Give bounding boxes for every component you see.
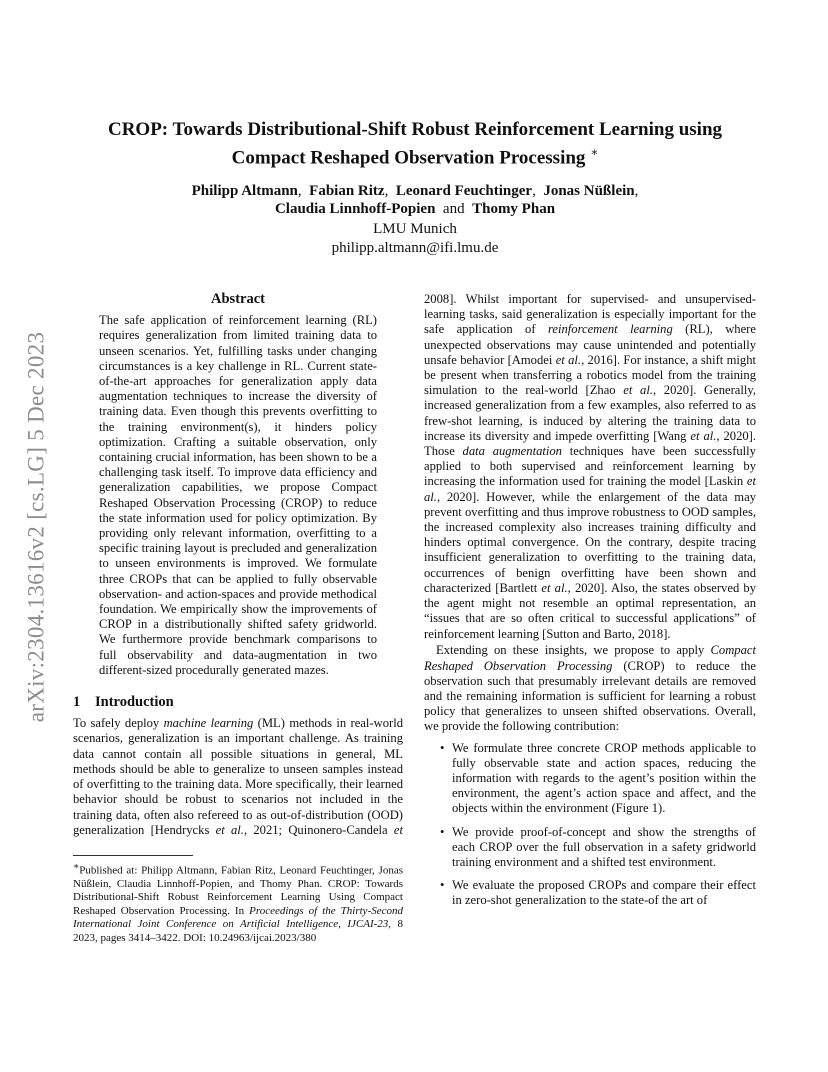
column-continuation bbox=[424, 292, 756, 641]
author-conjunction: and bbox=[442, 201, 465, 217]
right-column bbox=[424, 292, 756, 917]
arxiv-identifier bbox=[20, 292, 52, 762]
intro-paragraph-1: To safely deploy machine learning (ML) methods in real-world scenarios, generalization is an important challenge. As training data cannot contain all possible situations in general, ML methods should be able to generalize to unseen samples instead of overfitting to the training data. More specifically, their learned behavior should be robust to scenarios not included in the training data, often also refereed to as out-of-distribution (OOD) generalization [Hendrycks et al., 2021; Quinonero-Candela et bbox=[73, 716, 403, 837]
author-name: Leonard Feuchtinger bbox=[395, 183, 533, 199]
footnote-text: ∗Published at: Philipp Altmann, Fabian Ritz, Leonard Feuchtinger, Jonas Nüßlein, Claudia Linnhoff-Popien, and Thomy Phan. CROP: Towards Distributional-Shift Robust Reinforcement Learning Using Compact Reshaped Observation Processing. In Proceedings of the Thirty-Second International Joint Conference on Artificial Intelligence, IJCAI-23, 8 2023, pages 3414–3422. DOI: 10.24963/ijcai.2023/380 bbox=[73, 861, 403, 944]
footnote-rule bbox=[73, 855, 193, 856]
email: philipp.altmann@ifi.lmu.de bbox=[331, 240, 499, 256]
left-column bbox=[73, 292, 403, 845]
author-list: Philipp Altmann, Fabian Ritz, Leonard Feuchtinger, Jonas Nüßlein, Claudia Linnhoff-Popien and Thomy Phan bbox=[191, 183, 639, 217]
affiliation: LMU Munich bbox=[373, 221, 457, 237]
arxiv-identifier-text: arXiv:2304.13616v2 [cs.LG] 5 Dec 2023 bbox=[23, 331, 48, 723]
list-item: • We provide proof-of-concept and show the strengths of each CROP over the full observation in a safety gridworld training environment and a shifted test environment. bbox=[440, 824, 756, 870]
intro-paragraph-2: Extending on these insights, we propose to apply Compact Reshaped Observation Processing (CROP) to reduce the observation such that presumably irrelevant details are removed and the remaining information is sufficient for learning a robust policy that generalizes to unseen shifted observations. Overall, we provide the following contribution: bbox=[424, 643, 756, 734]
title-line-1: CROP: Towards Distributional-Shift Robust Reinforcement Learning using bbox=[107, 119, 723, 140]
bullet-icon: • bbox=[440, 740, 445, 755]
section-title: Introduction bbox=[95, 694, 174, 711]
affiliation-block bbox=[80, 220, 750, 258]
author-name: Jonas Nüßlein bbox=[543, 183, 635, 199]
list-item: • We formulate three concrete CROP methods applicable to fully observable state and action spaces, reducing the information with regards to the agent’s position within the environment, the agent’s action space and affect, and the objects within the environment (Figure 1). bbox=[440, 740, 756, 816]
list-item: • We evaluate the proposed CROPs and compare their effect in zero-shot generalization to the state-of the art of bbox=[440, 878, 756, 908]
title-footnote-marker: ∗ bbox=[590, 145, 599, 159]
paper-title bbox=[80, 118, 750, 169]
author-name: Fabian Ritz bbox=[309, 183, 385, 199]
author-name: Thomy Phan bbox=[472, 201, 556, 217]
author-name: Philipp Altmann bbox=[191, 183, 298, 199]
section-heading bbox=[73, 695, 403, 710]
title-line-2: Compact Reshaped Observation Processing bbox=[231, 147, 586, 169]
contribution-list bbox=[424, 741, 756, 909]
footnote bbox=[73, 855, 403, 945]
abstract-heading: Abstract bbox=[211, 292, 265, 307]
author-name: Claudia Linnhoff-Popien bbox=[274, 201, 436, 217]
abstract-text: The safe application of reinforcement learning (RL) requires generalization from limited training data to unseen scenarios. Yet, fulfilling tasks under changing circumstances is a key challenge in RL. Current state-of-the-art approaches for generalization apply data augmentation techniques to increase the diversity of training data. Even though this prevents overfitting to the training environment(s), it hinders policy optimization. Crafting a suitable observation, only containing crucial information, has been shown to be a challenging task itself. To improve data efficiency and generalization capabilities, we propose Compact Reshaped Observation Processing (CROP) to reduce the state information used for policy optimization. By providing only relevant information, overfitting to a specific training layout is precluded and generalization to unseen environments is improved. We formulate three CROPs that can be applied to fully observable observation- and action-spaces and provide methodical foundation. We empirically show the improvements of CROP in a distributionally shifted safety gridworld. We furthermore provide benchmark comparisons to full observability and data-augmentation in two different-sized procedurally generated mazes. bbox=[99, 313, 377, 677]
section-number: 1 bbox=[73, 694, 81, 711]
bullet-icon: • bbox=[440, 878, 445, 893]
bullet-icon: • bbox=[440, 824, 445, 839]
intro-paragraph-1-continued: 2008]. Whilst important for supervised- and unsupervised-learning tasks, said generalization is especially important for the safe application of reinforcement learning (RL), where unexpected observations may cause unintended and potentially unsafe behavior [Amodei et al., 2016]. For instance, a shift might be present when transferring a robotics model from the training simulation to the real-world [Zhao et al., 2020]. Generally, increased generalization from a few examples, also referred to as frew-shot learning, is induced by altering the training data to increase its diversity and impede overfitting [Wang et al., 2020]. Those data augmentation techniques have been successfully applied to both supervised and reinforcement learning by increasing the information used for training the model [Laskin et al., 2020]. However, while the enlargement of the data may prevent overfitting and thus improve robustness to OOD samples, the increased complexity also increases training difficulty and hinders optimal convergence. On the contrary, despite tracing insufficient generalization to overfitting to the training data, occurrences of benign overfitting have been shown and characterized [Bartlett et al., 2020]. Also, the states observed by the agent might not resemble an optimal representation, an “issues that are so often critical to successful applications” of reinforcement learning [Sutton and Barto, 2018]. bbox=[424, 292, 756, 641]
